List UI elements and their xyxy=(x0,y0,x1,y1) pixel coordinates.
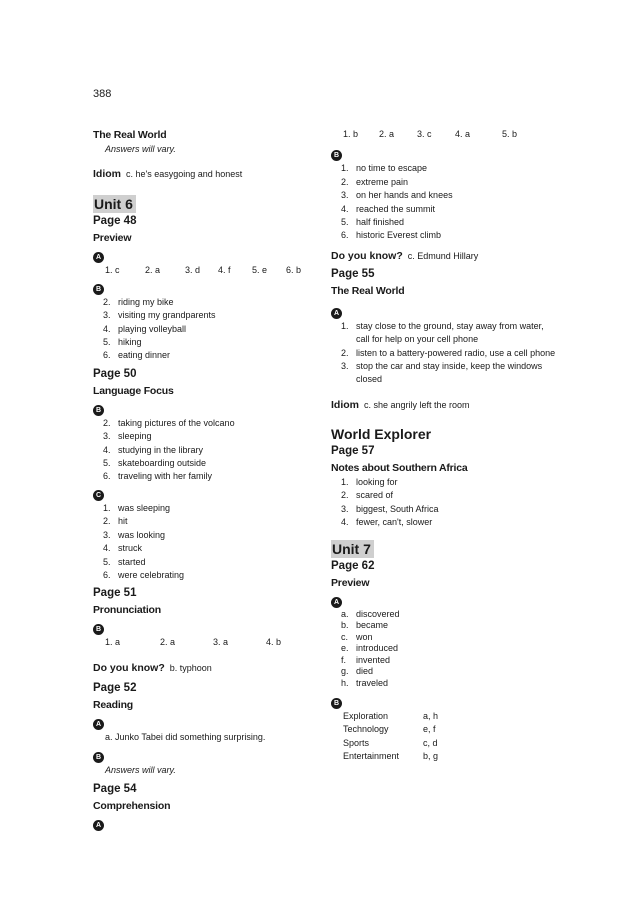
preview-heading: Preview xyxy=(331,576,370,589)
section-badge-a: A xyxy=(93,820,104,831)
list-item: 5. skateboarding outside xyxy=(103,458,207,469)
list-item: 6. historic Everest climb xyxy=(341,230,442,241)
page-55-heading: Page 55 xyxy=(331,267,375,280)
answer-item: 5. b xyxy=(502,129,518,139)
answer-item: 4. f xyxy=(218,265,231,276)
comprehension-heading: Comprehension xyxy=(93,799,171,812)
answer-item: 3. d xyxy=(185,265,201,276)
pronunciation-heading: Pronunciation xyxy=(93,604,161,617)
list-item: 2. riding my bike xyxy=(103,296,174,307)
do-you-know-answer: b. typhoon xyxy=(169,662,212,673)
list-item: 3. on her hands and knees xyxy=(341,190,453,201)
answer-item: 2. a xyxy=(379,129,395,139)
page-62-heading: Page 62 xyxy=(331,559,375,572)
list-item: 2. listen to a battery-powered radio, use a cell phone xyxy=(341,347,556,358)
list-item: 3. stop the car and stay inside, keep the windows closed xyxy=(341,361,543,385)
list-item: 1. was sleeping xyxy=(103,502,171,513)
answer-item: 5. e xyxy=(252,265,268,276)
section-badge-a: A xyxy=(93,252,104,263)
comprehension-b-list xyxy=(331,162,556,242)
page-48-heading: Page 48 xyxy=(93,215,137,228)
answer-item: 3. c xyxy=(417,129,432,139)
page-50-heading: Page 50 xyxy=(93,367,137,380)
reading-heading: Reading xyxy=(93,698,134,711)
answer-item: 6. b xyxy=(286,265,302,276)
answer-item: 4. a xyxy=(455,129,471,139)
do-you-know-label: Do you know? xyxy=(331,249,403,262)
answer-item: 2. a xyxy=(145,265,161,276)
language-focus-heading: Language Focus xyxy=(93,384,174,397)
list-item: 3. sleeping xyxy=(103,431,152,442)
list-item: h. traveled xyxy=(341,677,389,688)
idiom-answer: c. he's easygoing and honest xyxy=(126,169,243,180)
list-item: 1. no time to escape xyxy=(341,163,428,174)
comprehension-a-answers xyxy=(331,128,556,141)
list-item: 5. half finished xyxy=(341,217,405,228)
list-item: 3. visiting my grandparents xyxy=(103,310,216,321)
list-item: 2. taking pictures of the volcano xyxy=(103,417,235,428)
notes-heading: Notes about Southern Africa xyxy=(331,461,468,474)
answer-item: 2. a xyxy=(160,637,176,648)
preview-a-answers xyxy=(93,264,318,277)
answer-item: 1. b xyxy=(343,129,359,139)
answer-item: 3. a xyxy=(213,637,229,648)
preview-a-list xyxy=(331,609,556,690)
list-item: 4. fewer, can't, slower xyxy=(341,517,433,528)
list-item: a. discovered xyxy=(341,608,400,619)
section-badge-b: B xyxy=(331,150,342,161)
section-badge-a: A xyxy=(93,719,104,730)
section-badge-b: B xyxy=(93,752,104,763)
list-item: b. became xyxy=(341,620,389,630)
pronunciation-b-answers xyxy=(93,636,318,649)
language-focus-b-list xyxy=(93,417,318,484)
list-item: 5. hiking xyxy=(103,337,142,348)
list-item: 6. were celebrating xyxy=(103,569,185,580)
unit-7-title: Unit 7 xyxy=(331,540,374,558)
section-badge-b: B xyxy=(331,698,342,709)
idiom-label: Idiom xyxy=(331,398,359,411)
list-item: 4. struck xyxy=(103,543,143,554)
real-world-answer: Answers will vary. xyxy=(105,144,176,154)
table-row: Technology e, f xyxy=(343,724,436,735)
real-world-a-list xyxy=(331,320,556,387)
do-you-know-answer: c. Edmund Hillary xyxy=(407,250,479,261)
reading-b-answer: Answers will vary. xyxy=(105,765,176,776)
list-item: 2. hit xyxy=(103,516,128,527)
left-column xyxy=(93,128,318,832)
preview-heading: Preview xyxy=(93,232,132,245)
section-badge-a: A xyxy=(331,597,342,608)
idiom-label: Idiom xyxy=(93,168,121,181)
idiom-line xyxy=(331,395,556,413)
right-column xyxy=(331,128,556,764)
page-52-heading: Page 52 xyxy=(93,681,137,694)
page-54-heading: Page 54 xyxy=(93,782,137,795)
notes-list xyxy=(331,476,556,530)
do-you-know-line xyxy=(331,246,556,264)
section-badge-a: A xyxy=(331,308,342,319)
list-item: f. invented xyxy=(341,654,391,665)
page-number: 388 xyxy=(93,88,112,100)
section-badge-b: B xyxy=(93,284,104,295)
table-row: Exploration a, h xyxy=(343,711,439,721)
do-you-know-label: Do you know? xyxy=(93,661,165,674)
preview-b-list xyxy=(93,296,318,363)
list-item: 1. looking for xyxy=(341,476,398,487)
list-item: 6. eating dinner xyxy=(103,350,171,361)
list-item: 5. started xyxy=(103,556,146,567)
answer-item: 4. b xyxy=(266,637,282,648)
page-57-heading: Page 57 xyxy=(331,444,375,457)
list-item: 2. scared of xyxy=(341,490,394,501)
list-item: g. died xyxy=(341,666,374,676)
real-world-heading: The Real World xyxy=(93,129,167,141)
section-badge-b: B xyxy=(93,624,104,635)
page-51-heading: Page 51 xyxy=(93,587,137,600)
list-item: c. won xyxy=(341,631,373,642)
do-you-know-line xyxy=(93,658,318,676)
section-badge-c: C xyxy=(93,490,104,501)
list-item: 2. extreme pain xyxy=(341,176,409,187)
list-item: 4. playing volleyball xyxy=(103,323,187,334)
unit-6-title: Unit 6 xyxy=(93,195,136,213)
section-badge-b: B xyxy=(93,405,104,416)
answer-item: 1. a xyxy=(105,637,121,648)
list-item: e. introduced xyxy=(341,643,399,653)
idiom-answer: c. she angrily left the room xyxy=(364,399,470,410)
world-explorer-heading: World Explorer xyxy=(331,425,432,442)
real-world-heading: The Real World xyxy=(331,284,405,297)
list-item: 4. studying in the library xyxy=(103,444,204,455)
list-item: 6. traveling with her family xyxy=(103,471,213,482)
list-item: 1. stay close to the ground, stay away from water, call for help on your cell phone xyxy=(341,320,544,345)
idiom-line xyxy=(93,164,318,182)
reading-a-answer: a. Junko Tabei did something surprising. xyxy=(105,731,266,742)
list-item: 3. biggest, South Africa xyxy=(341,503,439,514)
list-item: 4. reached the summit xyxy=(341,203,436,214)
table-row: Entertainment b, g xyxy=(343,751,439,762)
list-item: 3. was looking xyxy=(103,529,166,540)
language-focus-c-list xyxy=(93,502,318,582)
answer-item: 1. c xyxy=(105,265,120,276)
table-row: Sports c, d xyxy=(343,737,438,748)
preview-b-table xyxy=(331,710,556,764)
